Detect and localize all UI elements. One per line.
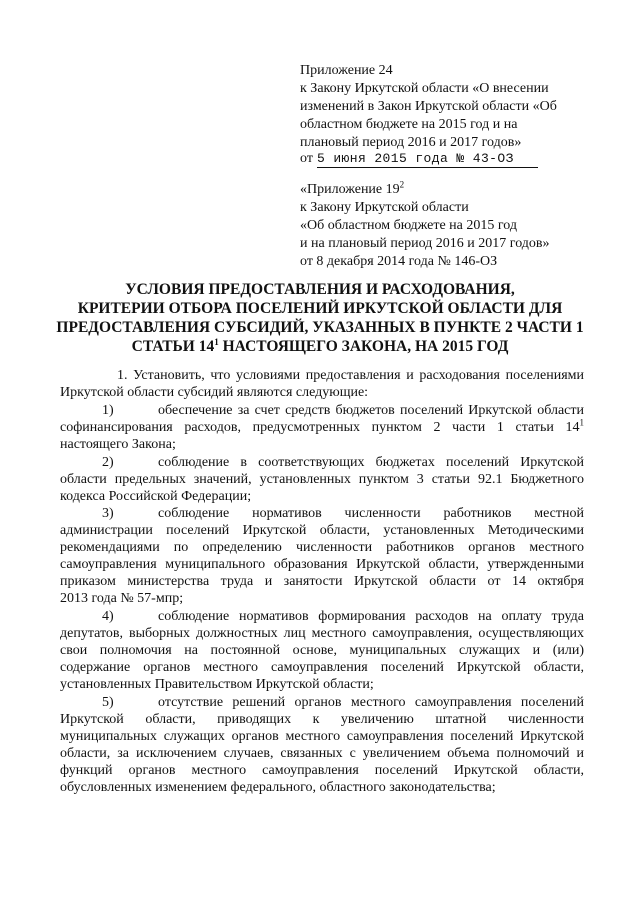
- list-item-text: соблюдение нормативов численности работников местной: [158, 506, 584, 521]
- appendix-24-line: изменений в Закон Иркутской области «Об: [300, 99, 557, 114]
- list-item-text: рекомендациями по определению численности работников органов местного: [60, 540, 584, 555]
- appendix-19-superscript: 2: [399, 179, 405, 190]
- appendix-24-title: Приложение 24: [300, 63, 393, 78]
- appendix-19-title-text: «Приложение 19: [300, 182, 400, 197]
- list-item-number: 4): [102, 609, 114, 624]
- list-item-text-part: софинансирования расходов, предусмотренных пунктом 2 части 1 статьи 14: [60, 420, 580, 435]
- list-item-text: отсутствие решений органов местного самоуправления поселений: [158, 695, 584, 710]
- list-item-text: настоящего Закона;: [60, 437, 176, 452]
- list-item-superscript: 1: [579, 417, 584, 428]
- appendix-19-line: к Закону Иркутской области: [300, 200, 469, 215]
- list-item-text: функций органов местного самоуправления поселений Иркутской области,: [60, 763, 584, 778]
- list-item-text: самоуправления муниципального образования Иркутской области, утвержденными: [60, 557, 584, 572]
- list-item-number: 5): [102, 695, 114, 710]
- list-item-text: [60, 419, 584, 436]
- list-item-text: администрации поселений Иркутской области, установленных Методическими: [60, 523, 584, 538]
- appendix-19-line: от 8 декабря 2014 года № 146-ОЗ: [300, 254, 498, 269]
- list-item-number: 1): [102, 403, 114, 418]
- appendix-24-date-line: [300, 150, 538, 168]
- appendix-24-line: к Закону Иркутской области «О внесении: [300, 81, 549, 96]
- appendix-19-line: и на плановый период 2016 и 2017 годов»: [300, 236, 550, 251]
- appendix-24-line: плановый период 2016 и 2017 годов»: [300, 135, 522, 150]
- list-item-text: обусловленных изменением федерального, областного законодательства;: [60, 780, 496, 795]
- list-item-text: области предельных значений, установленных пунктом 3 статьи 92.1 Бюджетного: [60, 472, 584, 487]
- from-label: от: [300, 151, 313, 166]
- title-line-2: КРИТЕРИИ ОТБОРА ПОСЕЛЕНИЙ ИРКУТСКОЙ ОБЛАСТИ ДЛЯ: [77, 300, 563, 317]
- list-item-text: соблюдение нормативов формирования расходов на оплату труда: [158, 609, 584, 624]
- list-item-text: муниципальных служащих органов местного самоуправления поселений Иркутской: [60, 729, 584, 744]
- list-item-number: 3): [102, 506, 114, 521]
- title-line-4-part-b: НАСТОЯЩЕГО ЗАКОНА, НА 2015 ГОД: [218, 338, 509, 355]
- list-item-text: депутатов, выборных должностных лиц местного самоуправления, осуществляющих: [60, 626, 584, 641]
- list-item-text: содержание органов местного самоуправления поселений Иркутской области,: [60, 660, 584, 675]
- title-line-3: ПРЕДОСТАВЛЕНИЯ СУБСИДИЙ, УКАЗАННЫХ В ПУНКТЕ 2 ЧАСТИ 1: [56, 319, 584, 336]
- list-item-text: 2013 года № 57-мпр;: [60, 591, 184, 606]
- title-superscript: 1: [214, 336, 219, 347]
- appendix-19-title: [300, 181, 404, 198]
- appendix-19-line: «Об областном бюджете на 2015 год: [300, 218, 517, 233]
- title-line-4: [0, 337, 640, 356]
- paragraph-1-line: 1. Установить, что условиями предоставления и расходования поселениями: [117, 368, 584, 383]
- list-item-text: установленных Правительством Иркутской области;: [60, 677, 374, 692]
- title-line-1: УСЛОВИЯ ПРЕДОСТАВЛЕНИЯ И РАСХОДОВАНИЯ,: [125, 281, 515, 298]
- list-item-number: 2): [102, 455, 114, 470]
- list-item-text: области, за исключением случаев, связанных с увеличением объема полномочий и: [60, 746, 584, 761]
- list-item-text: приказом министерства труда и занятости Иркутской области от 14 октября: [60, 574, 584, 589]
- list-item-text: свои полномочия на постоянной основе, муниципальных служащих и (или): [60, 643, 584, 658]
- appendix-24-line: областном бюджете на 2015 год и на: [300, 117, 518, 132]
- list-item-text: обеспечение за счет средств бюджетов поселений Иркутской области: [158, 403, 584, 418]
- paragraph-1-line: Иркутской области субсидий являются следующие:: [60, 385, 369, 400]
- list-item-text: кодекса Российской Федерации;: [60, 489, 252, 504]
- list-item-text: соблюдение в соответствующих бюджетах поселений Иркутской: [158, 455, 584, 470]
- date-number-stamp: 5 июня 2015 года № 43-ОЗ: [317, 150, 538, 168]
- list-item-text: Иркутской области, приводящих к увеличению штатной численности: [60, 712, 584, 727]
- title-line-4-part-a: СТАТЬИ 14: [131, 338, 215, 355]
